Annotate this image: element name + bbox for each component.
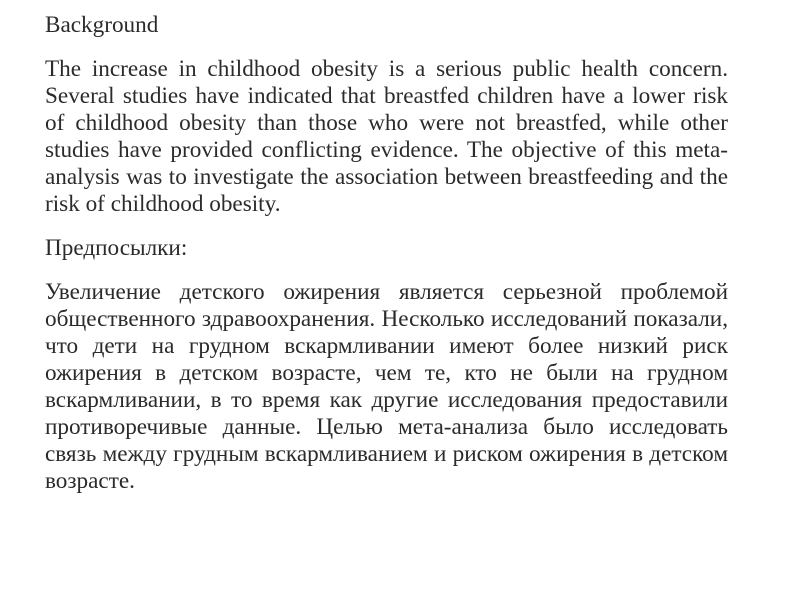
background-heading-ru: Предпосылки: [45, 235, 188, 261]
background-heading-en: Background [45, 12, 159, 38]
background-paragraph-en: The increase in childhood obesity is a serious public health concern. Several studies have indicated that breastfed children have a lower risk of childhood obesity than those who were not breastfed, while other studies have provided conflicting evidence. The objective of this meta-analysis was to investigate the association between breastfeeding and the risk of childhood obesity. [45, 56, 728, 217]
background-paragraph-ru: Увеличение детского ожирения является серьезной проблемой общественного здравоохранения. Несколько исследований показали, что дети на грудном вскармливании имеют более низкий риск ожирения в детском возрасте, чем те, кто не были на грудном вскармливании, в то время как другие исследования предоставили противоречивые данные. Целью мета-анализа было исследовать связь между грудным вскармливанием и риском ожирения в детском возрасте. [45, 279, 728, 494]
